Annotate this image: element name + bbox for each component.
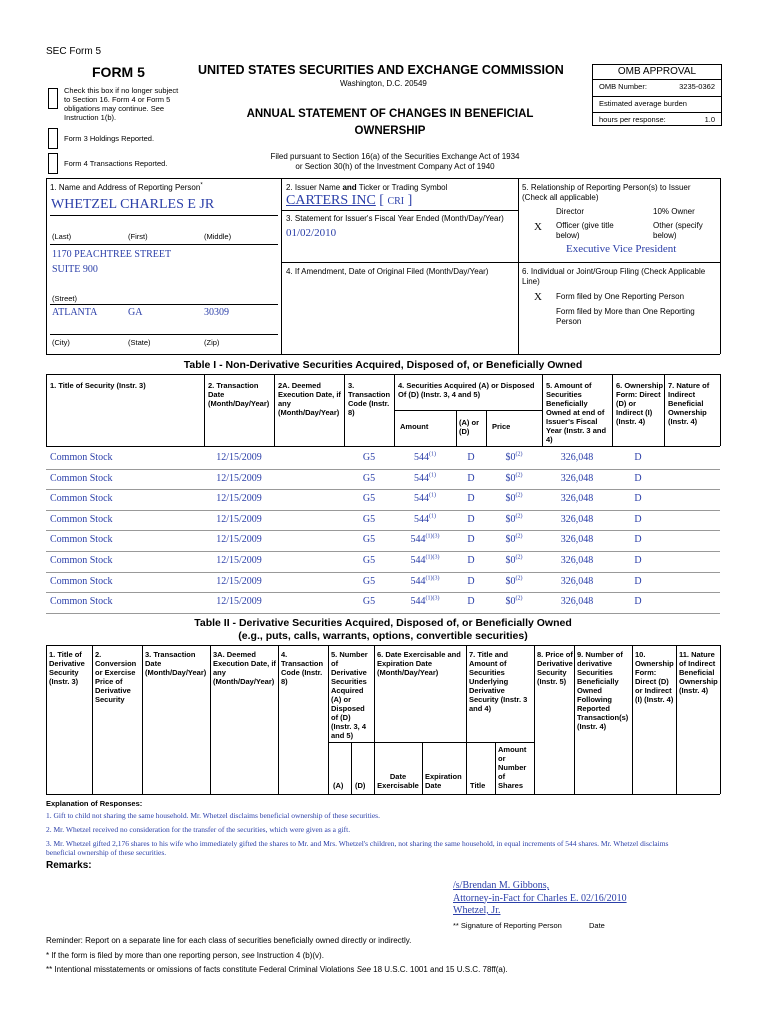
transaction-date-value: 12/15/2009 [216,596,262,608]
transaction-code-value: G5 [362,575,376,587]
transaction-code [344,473,394,484]
footnote-ref: (1)(3) [425,554,440,561]
last-label: (Last) [52,232,72,241]
t1-h2a: 2A. Deemed Execution Date, if any (Month/Day/Year) [278,381,341,417]
transaction-code [344,514,394,525]
street-address[interactable]: 1170 PEACHTREE STREET SUITE 900 [52,249,172,275]
acquired-disposed-value: D [467,493,475,505]
amount [394,514,456,525]
acquired-disposed-value: D [467,472,475,484]
amount-owned [542,493,612,504]
security-title-value: Common Stock [50,555,113,566]
row-divider [46,489,720,490]
acquired-disposed-value: D [467,513,475,525]
transaction-code-value: G5 [362,472,376,484]
omb-hours-value: 1.0 [704,115,715,124]
note-criminal-violations: ** Intentional misstatements or omissions of facts constitute Federal Criminal Violations See 18 U.S.C. 1001 and 15 U.S.C. 78ff(a). [46,965,508,974]
t1-h4-amount: Amount [400,422,429,431]
first-label: (First) [128,232,148,241]
no-longer-subject-text: Check this box if no longer subject to Section 16. Form 4 or Form 5 obligations may continue. See Instruction 1(b). [64,86,179,122]
amount-owned-value: 326,048 [560,575,594,587]
ownership-form-value: D [634,493,642,505]
row-divider [46,530,720,531]
signature-date-label: Date [589,921,605,930]
amount-value: 544 [414,452,429,463]
transaction-date [204,596,274,607]
state-label: (State) [128,338,151,347]
city-value[interactable]: ATLANTA [52,307,98,318]
transaction-code-value: G5 [362,452,376,463]
t2-h3a: 3A. Deemed Execution Date, if any (Month/Day/Year) [213,650,276,686]
acquired-disposed [456,596,486,607]
amount [394,493,456,504]
security-title [50,493,200,504]
security-title [50,555,200,566]
price [486,493,542,504]
acquired-disposed [456,534,486,545]
acquired-disposed [456,514,486,525]
form3-holdings-label: Form 3 Holdings Reported. [64,134,155,143]
t2-sub-amount: Amount or Number of Shares [498,745,527,790]
officer-mark[interactable]: X [534,221,542,233]
row-divider [46,551,720,552]
footnote-ref: (2) [515,575,523,582]
transaction-code [344,493,394,504]
transaction-date-value: 12/15/2009 [216,534,262,546]
remarks-heading: Remarks: [46,860,92,871]
transaction-date-value: 12/15/2009 [216,493,262,505]
transaction-code-value: G5 [362,493,376,505]
other-label: Other (specify below) [653,221,703,240]
ownership-form [612,534,664,545]
security-title [50,534,200,545]
omb-title: OMB APPROVAL [593,65,721,80]
footnote-ref: (2) [515,534,523,541]
footnote-ref: (2) [515,513,523,520]
transaction-code [344,596,394,607]
price [486,596,542,607]
amount-value: 544 [410,575,426,587]
transaction-date [204,493,274,504]
t2-h1: 1. Title of Derivative Security (Instr. 3) [49,650,85,686]
security-title [50,452,200,463]
amount [394,534,456,545]
form3-holdings-checkbox[interactable] [48,128,58,149]
transaction-date [204,514,274,525]
footnote-ref: (2) [515,595,523,602]
footnote-2: 2. Mr. Whetzel received no consideration for the transfer of the securities, which were given as a gift. [46,825,351,834]
omb-hours-label: hours per response: [599,115,666,124]
ownership-form-value: D [634,452,642,463]
officer-label: Officer (give title below) [556,221,614,240]
price [486,576,542,587]
amount-owned [542,596,612,607]
footnote-3: 3. Mr. Whetzel gifted 2,176 shares to his wife who immediately gifted the shares to Mr. and Mrs. Whetzel's children, not sharing the same household, in equal increments of 544 shares. Mr. Whetzel disclaims beneficial ownership of these securities. [46,839,669,857]
table2-title: Table II - Derivative Securities Acquired, Disposed of, or Beneficially Owned (e.g., puts, calls, warrants, options, convertible securities) [194,617,572,642]
box4-label: 4. If Amendment, Date of Original Filed (Month/Day/Year) [286,267,489,276]
more-person-label: Form filed by More than One Reporting Person [556,307,695,326]
signature-label: ** Signature of Reporting Person [453,921,562,930]
ownership-form-value: D [634,472,642,484]
security-title [50,473,200,484]
box2-label: 2. Issuer Name and Ticker or Trading Symbol [286,183,448,192]
ownership-form-value: D [634,555,642,566]
price-value: $0 [505,575,516,587]
zip-value[interactable]: 30309 [204,307,229,318]
street-label: (Street) [52,294,78,303]
amount-owned-value: 326,048 [560,534,594,546]
ownership-form [612,576,664,587]
explanation-heading: Explanation of Responses: [46,799,143,808]
amount-owned-value: 326,048 [560,493,594,505]
t2-sub-a: (A) [333,781,344,790]
reminder-text: Reminder: Report on a separate line for each class of securities beneficially owned directly or indirectly. [46,936,412,945]
row-divider [46,613,720,614]
ownership-form-value: D [634,596,642,608]
t2-sub-date-exercisable: Date Exercisable [377,772,419,790]
transaction-code-value: G5 [362,555,376,566]
transaction-code [344,452,394,463]
sec-form-label: SEC Form 5 [46,46,102,57]
t1-h1: 1. Title of Security (Instr. 3) [50,381,146,390]
box6-label: 6. Individual or Joint/Group Filing (Check Applicable Line) [522,267,706,286]
transaction-code [344,534,394,545]
commission-title: UNITED STATES SECURITIES AND EXCHANGE COMMISSION [198,63,564,77]
security-title [50,514,200,525]
amount-owned-value: 326,048 [560,513,594,525]
omb-number-label: OMB Number: [599,82,647,91]
t2-sub-d: (D) [355,781,366,790]
t2-h3: 3. Transaction Date (Month/Day/Year) [145,650,207,677]
city-label: (City) [52,338,70,347]
form-title: FORM 5 [92,64,145,80]
t2-h5: 5. Number of Derivative Securities Acquired (A) or Disposed of (D) (Instr. 3, 4 and 5) [331,650,368,740]
security-title [50,596,200,607]
director-label: Director [556,207,585,216]
ownership-form [612,452,664,463]
statement-title: ANNUAL STATEMENT OF CHANGES IN BENEFICIAL OWNERSHIP [246,108,534,137]
amount-value: 544 [414,513,429,525]
amount-value: 544 [410,596,426,608]
amount-owned [542,576,612,587]
form4-transactions-label: Form 4 Transactions Reported. [64,159,168,168]
amount [394,473,456,484]
footnote-ref: (1) [429,472,436,479]
amount-owned [542,555,612,566]
transaction-date-value: 12/15/2009 [216,513,262,525]
acquired-disposed [456,473,486,484]
acquired-disposed [456,555,486,566]
ownership-form [612,514,664,525]
row-divider [46,469,720,470]
acquired-disposed-value: D [467,555,475,566]
t2-h7: 7. Title and Amount of Securities Underlying Derivative Security (Instr. 3 and 4) [469,650,528,713]
officer-title-value[interactable]: Executive Vice President [566,243,677,255]
security-title-value: Common Stock [50,534,113,546]
transaction-date [204,534,274,545]
acquired-disposed [456,452,486,463]
amount-value: 544 [414,472,429,484]
row-divider [46,592,720,593]
amount [394,596,456,607]
footnote-ref: (1)(3) [425,575,440,582]
note-multiple-persons: * If the form is filed by more than one reporting person, see Instruction 4 (b)(v). [46,951,324,960]
commission-city: Washington, D.C. 20549 [340,79,427,88]
t2-h4: 4. Transaction Code (Instr. 8) [281,650,324,686]
form4-transactions-checkbox[interactable] [48,153,58,174]
amount-owned-value: 326,048 [560,596,594,608]
price-value: $0 [505,493,516,505]
footnote-ref: (1)(3) [425,534,440,541]
amount-value: 544 [410,555,426,566]
filed-pursuant-text: Filed pursuant to Section 16(a) of the Securities Exchange Act of 1934 or Section 30(h) of the Investment Company Act of 1940 [270,152,520,171]
price [486,555,542,566]
one-person-label: Form filed by One Reporting Person [556,292,685,301]
transaction-code-value: G5 [362,534,376,546]
middle-label: (Middle) [204,232,232,241]
ten-pct-owner-label: 10% Owner [653,207,695,216]
omb-burden-label: Estimated average burden [593,97,721,113]
t2-sub-title: Title [470,781,486,790]
acquired-disposed [456,493,486,504]
transaction-date-value: 12/15/2009 [216,452,262,463]
box5-label: 5. Relationship of Reporting Person(s) to Issuer (Check all applicable) [522,183,691,202]
t2-sub-expiration: Expiration Date [425,772,462,790]
t2-h9: 9. Number of derivative Securities Beneficially Owned Following Reported Transaction(s) (Instr. 4) [577,650,629,731]
transaction-code [344,576,394,587]
amount-owned [542,452,612,463]
transaction-code-value: G5 [362,513,376,525]
issuer-name[interactable]: CARTERS INC [ CRI ] [286,193,413,208]
row-divider [46,572,720,573]
price-value: $0 [505,555,516,566]
transaction-date-value: 12/15/2009 [216,575,262,587]
box3-label: 3. Statement for Issuer's Fiscal Year Ended (Month/Day/Year) [286,214,504,223]
amount [394,576,456,587]
security-title-value: Common Stock [50,513,113,525]
signature-block: /s/Brendan M. Gibbons, Attorney-in-Fact for Charles E. 02/16/2010 Whetzel, Jr. [453,880,627,916]
t2-h10: 10. Ownership Form: Direct (D) or Indirect (I) (Instr. 4) [635,650,674,704]
transaction-code-value: G5 [362,596,376,608]
one-person-mark[interactable]: X [534,291,542,303]
security-title-value: Common Stock [50,452,113,463]
footnote-ref: (2) [515,472,523,479]
t1-h5: 5. Amount of Securities Beneficially Owned at end of Issuer's Fiscal Year (Instr. 3 and 4) [546,381,607,444]
footnote-1: 1. Gift to child not sharing the same household. Mr. Whetzel disclaims beneficial ownership of these securities. [46,811,380,820]
transaction-date [204,576,274,587]
zip-label: (Zip) [204,338,220,347]
t1-h7: 7. Nature of Indirect Beneficial Ownership (Instr. 4) [668,381,710,426]
amount-value: 544 [410,534,426,546]
amount-owned-value: 326,048 [560,555,594,566]
footnote-ref: (2) [515,554,523,561]
no-longer-subject-checkbox[interactable] [48,88,58,109]
ownership-form-value: D [634,513,642,525]
reporting-person-name[interactable]: WHETZEL CHARLES E JR [51,197,215,212]
t1-h3: 3. Transaction Code (Instr. 8) [348,381,391,417]
price [486,514,542,525]
table1-title: Table I - Non-Derivative Securities Acquired, Disposed of, or Beneficially Owned [183,359,583,371]
amount-owned-value: 326,048 [560,452,594,463]
t1-h2: 2. Transaction Date (Month/Day/Year) [208,381,270,408]
price-value: $0 [505,596,516,608]
ownership-form [612,473,664,484]
ownership-form [612,596,664,607]
t1-h6: 6. Ownership Form: Direct (D) or Indirect (I) (Instr. 4) [616,381,664,426]
transaction-date-value: 12/15/2009 [216,472,262,484]
footnote-ref: (1)(3) [425,595,440,602]
footnote-ref: (1) [429,513,436,520]
t2-h8: 8. Price of Derivative Security (Instr. 5) [537,650,573,686]
ownership-form-value: D [634,575,642,587]
amount-value: 544 [414,493,429,505]
price-value: $0 [505,472,516,484]
security-title [50,576,200,587]
price [486,534,542,545]
security-title-value: Common Stock [50,575,113,587]
transaction-date [204,555,274,566]
price [486,452,542,463]
footnote-ref: (2) [515,451,523,458]
price-value: $0 [505,534,516,546]
t1-h4-price: Price [492,422,511,431]
box1-label: 1. Name and Address of Reporting Person* [50,182,203,192]
t2-h11: 11. Nature of Indirect Beneficial Ownership (Instr. 4) [679,650,718,695]
amount-owned [542,473,612,484]
price-value: $0 [505,452,516,463]
price-value: $0 [505,513,516,525]
transaction-date-value: 12/15/2009 [216,555,262,566]
row-divider [46,510,720,511]
acquired-disposed [456,576,486,587]
state-value[interactable]: GA [128,307,143,318]
footnote-ref: (1) [429,492,436,499]
ownership-form [612,555,664,566]
amount-owned-value: 326,048 [560,472,594,484]
acquired-disposed-value: D [467,452,475,463]
amount [394,452,456,463]
t1-h4: 4. Securities Acquired (A) or Disposed Of (D) (Instr. 3, 4 and 5) [398,381,535,399]
amount-owned [542,534,612,545]
price [486,473,542,484]
t2-h2: 2. Conversion or Exercise Price of Derivative Security [95,650,137,704]
footnote-ref: (2) [515,492,523,499]
ownership-form-value: D [634,534,642,546]
transaction-date [204,473,274,484]
acquired-disposed-value: D [467,575,475,587]
transaction-date [204,452,274,463]
t2-h6: 6. Date Exercisable and Expiration Date (Month/Day/Year) [377,650,461,677]
footnote-ref: (1) [429,451,436,458]
acquired-disposed-value: D [467,534,475,546]
t1-h4-aord: (A) or (D) [459,418,479,436]
acquired-disposed-value: D [467,596,475,608]
ownership-form [612,493,664,504]
omb-approval-box [592,64,722,126]
amount-owned [542,514,612,525]
security-title-value: Common Stock [50,472,113,484]
fiscal-year-end[interactable]: 01/02/2010 [286,227,337,239]
security-title-value: Common Stock [50,596,113,608]
transaction-code [344,555,394,566]
omb-number-value: 3235-0362 [679,82,715,91]
amount [394,555,456,566]
security-title-value: Common Stock [50,493,113,505]
